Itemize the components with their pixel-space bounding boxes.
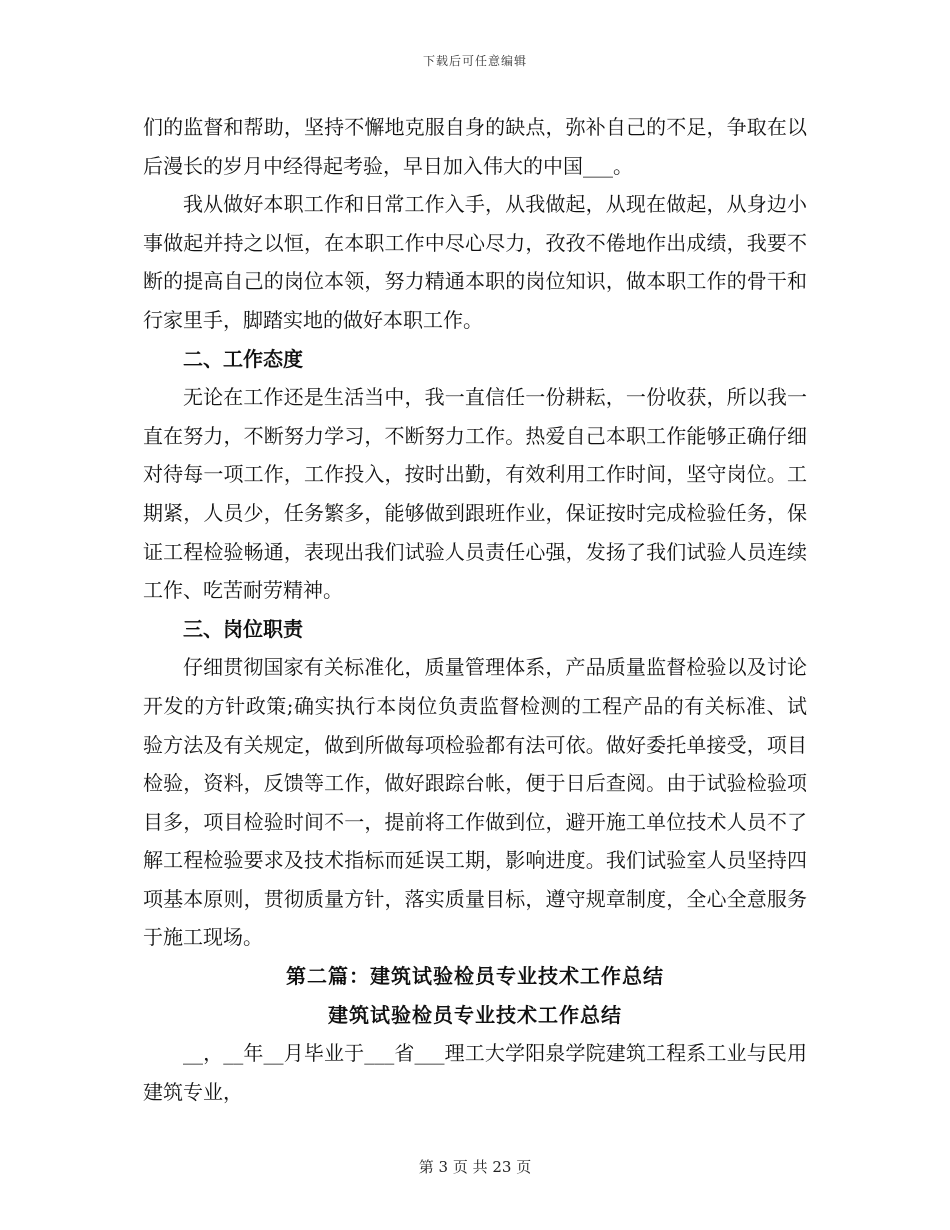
heading-work-attitude: 二、工作态度	[183, 346, 303, 371]
section-title: 第二篇：建筑试验检员专业技术工作总结	[286, 964, 664, 989]
paragraph-continuation: 们的监督和帮助，坚持不懈地克服自身的缺点，弥补自己的不足，争取在以后漫长的岁月中经得起考验，早日加入伟大的中国___。	[143, 115, 807, 178]
heading-post-responsibility: 三、岗位职责	[183, 616, 303, 641]
document-title: 建筑试验检员专业技术工作总结	[328, 1002, 622, 1027]
paragraph-graduation: __，__年__月毕业于___省___理工大学阳泉学院建筑工程系工业与民用建筑专业，	[143, 1041, 807, 1104]
page-header-note: 下载后可任意编辑	[422, 54, 527, 68]
paragraph-job-duty: 我从做好本职工作和日常工作入手，从我做起，从现在做起，从身边小事做起并持之以恒，在本职工作中尽心尽力，孜孜不倦地作出成绩，我要不断的提高自己的岗位本领，努力精通本职的岗位知识，做本职工作的骨干和行家里手，脚踏实地的做好本职工作。	[143, 192, 807, 332]
paragraph-post-responsibility: 仔细贯彻国家有关标准化，质量管理体系，产品质量监督检验以及讨论开发的方针政策;确实执行本岗位负责监督检测的工程产品的有关标准、试验方法及有关规定，做到所做每项检验都有法可依。做好委托单接受，项目检验，资料，反馈等工作，做好跟踪台帐，便于日后查阅。由于试验检验项目多，项目检验时间不一，提前将工作做到位，避开施工单位技术人员不了解工程检验要求及技术指标而延误工期，影响进度。我们试验室人员坚持四项基本原则，贯彻质量方针，落实质量目标，遵守规章制度，全心全意服务于施工现场。	[143, 655, 807, 950]
paragraph-work-attitude: 无论在工作还是生活当中，我一直信任一份耕耘，一份收获，所以我一直在努力，不断努力学习，不断努力工作。热爱自己本职工作能够正确仔细对待每一项工作，工作投入，按时出勤，有效利用工作时间，坚守岗位。工期紧，人员少，任务繁多，能够做到跟班作业，保证按时完成检验任务，保证工程检验畅通，表现出我们试验人员责任心强，发扬了我们试验人员连续工作、吃苦耐劳精神。	[143, 385, 807, 603]
page-number: 第 3 页 共 23 页	[418, 1158, 532, 1176]
document-body	[143, 108, 807, 1111]
